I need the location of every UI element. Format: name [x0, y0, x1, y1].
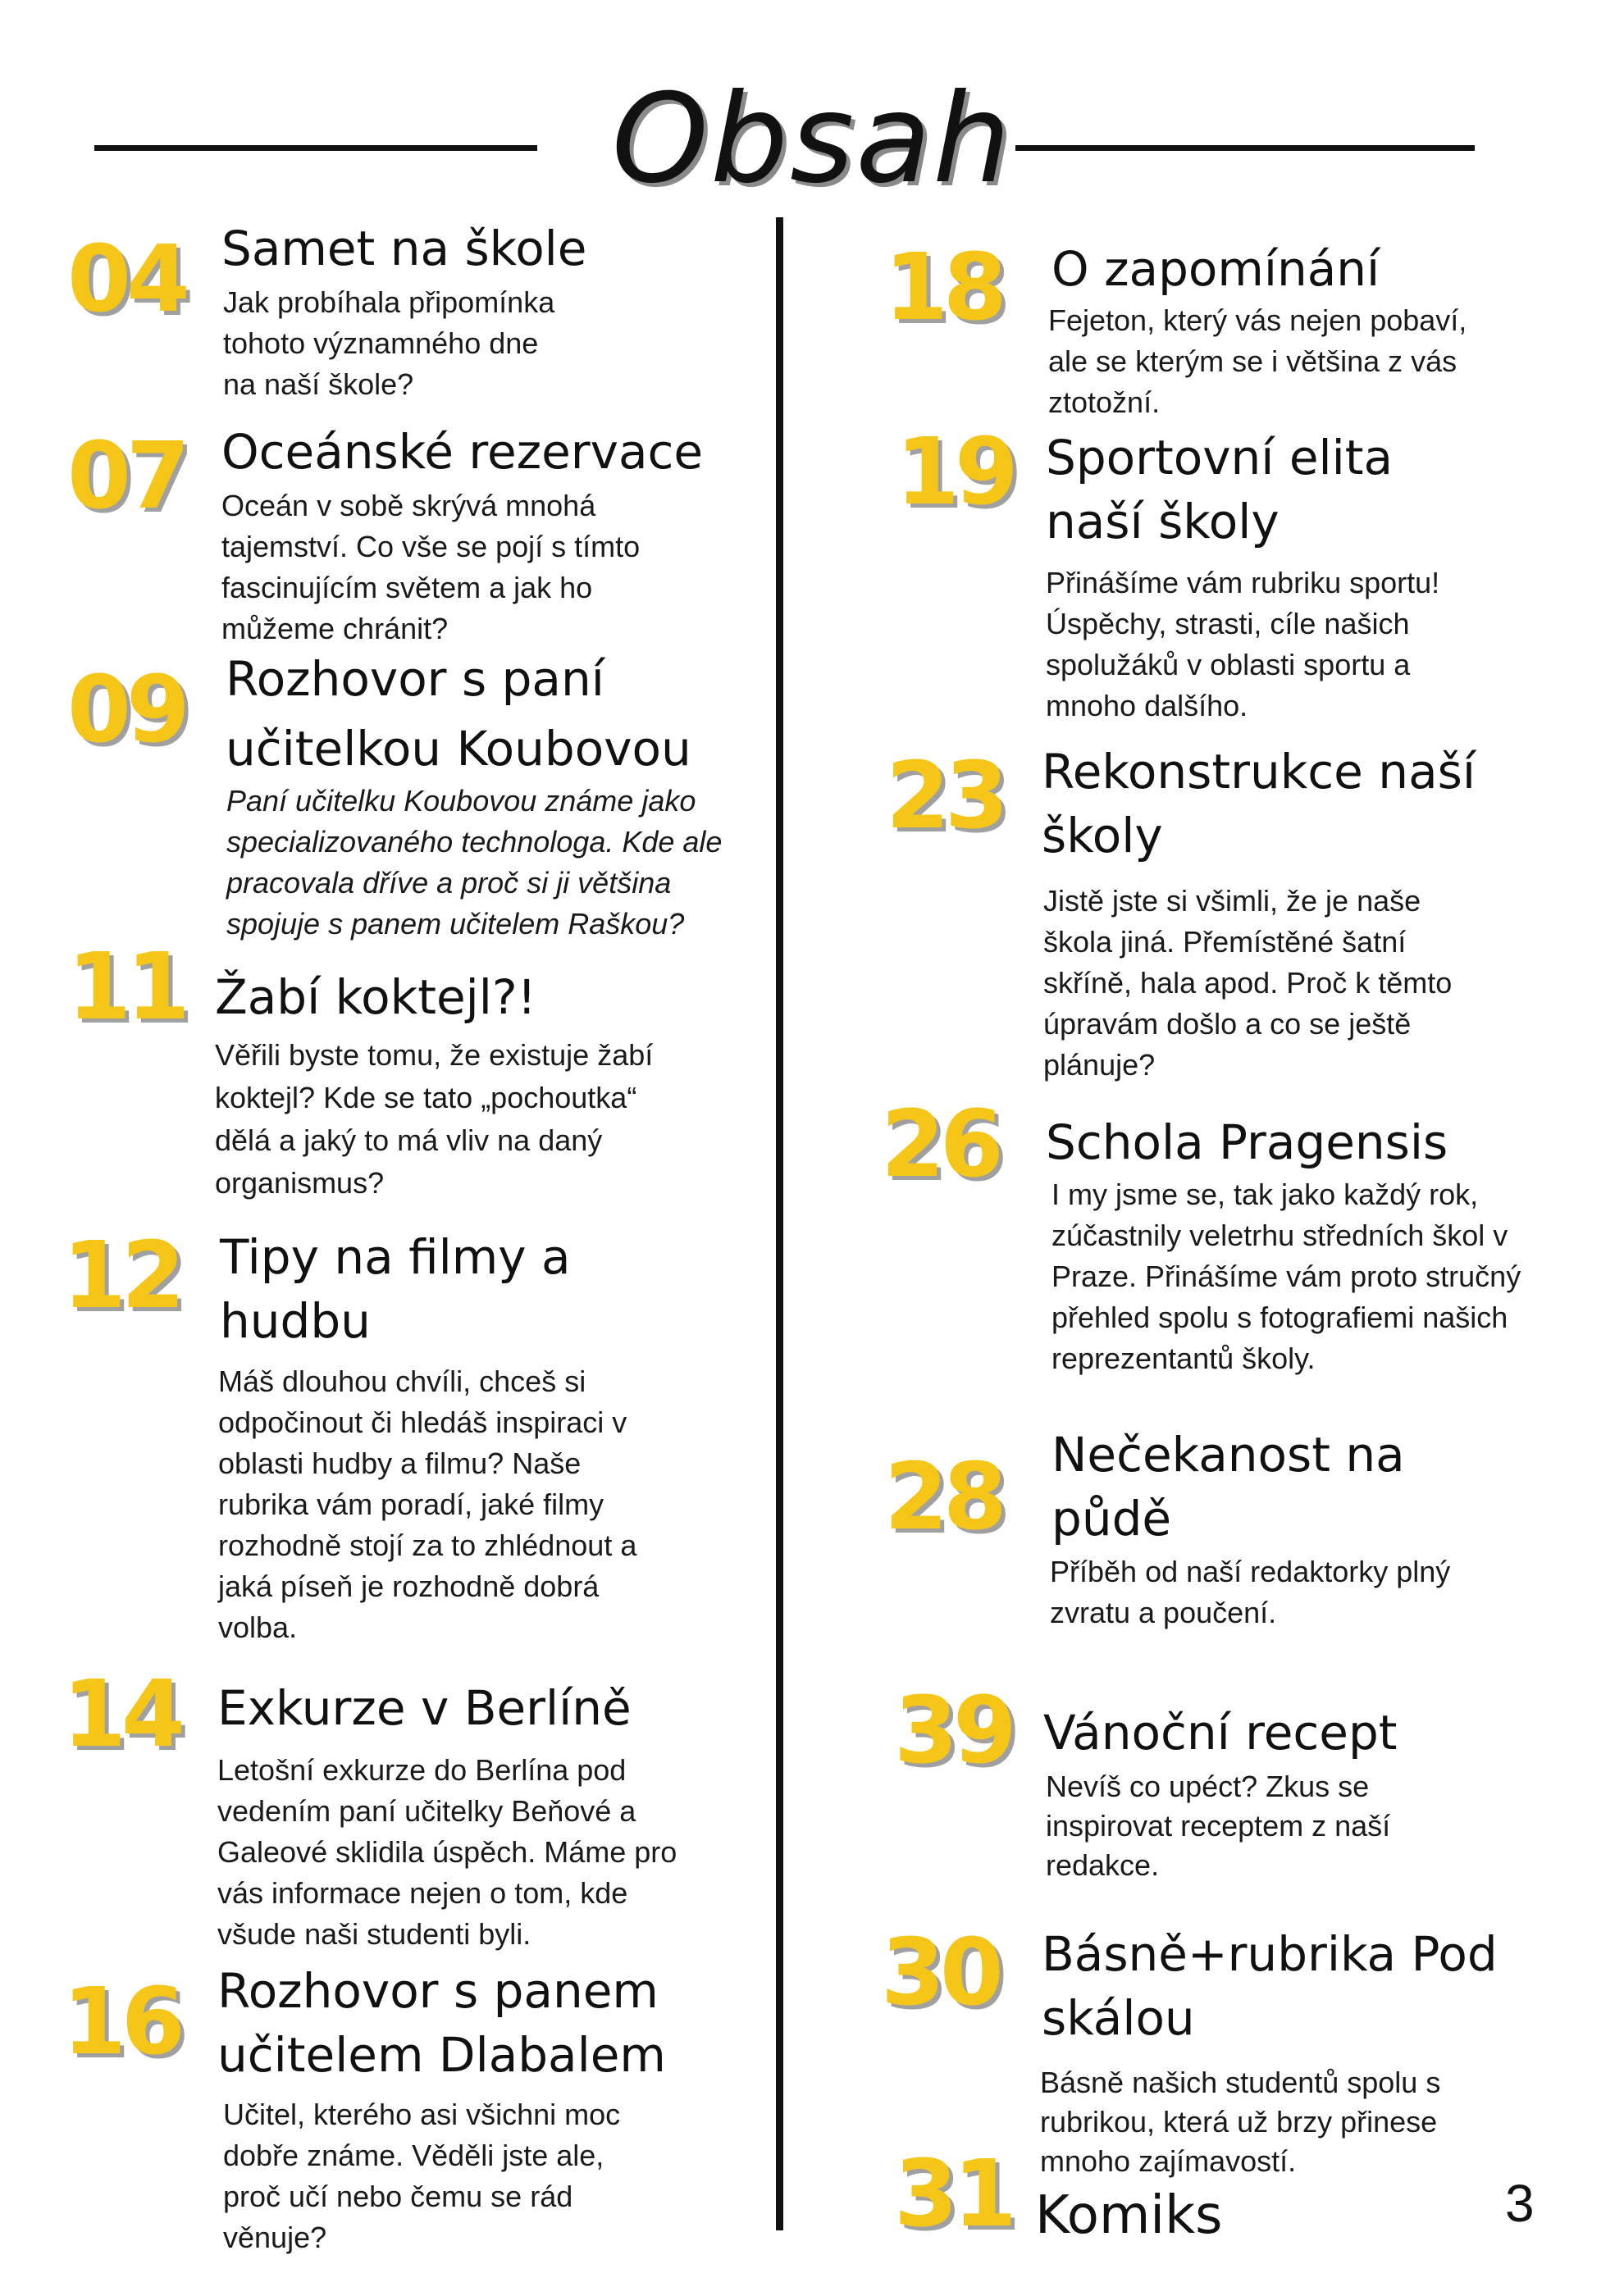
entry-desc-line: vás informace nejen o tom, kde	[217, 1876, 628, 1910]
entry-desc-line: Oceán v sobě skrývá mnohá	[221, 489, 596, 522]
entry-page-number: 18	[884, 235, 1002, 341]
entry-desc-line: Nevíš co upéct? Zkus se	[1046, 1770, 1370, 1803]
entry-desc-line: Paní učitelku Koubovou známe jako	[226, 784, 696, 818]
entry-desc-line: jaká píseň je rozhodně dobrá	[218, 1569, 600, 1603]
entry-desc-line: můžeme chránit?	[221, 612, 449, 645]
entry-title: Rozhovor s panem	[217, 1963, 659, 2019]
entry-title: Oceánské rezervace	[221, 424, 704, 480]
entry-title: školy	[1042, 808, 1163, 863]
entry-desc-line: zúčastnily veletrhu středních škol v	[1051, 1219, 1508, 1252]
entry-desc-line: Galeové sklidila úspěch. Máme pro	[217, 1835, 677, 1869]
entry-title: Vánoční recept	[1043, 1705, 1398, 1761]
entry-desc-line: spolužáků v oblasti sportu a	[1046, 648, 1411, 681]
entry-desc-line: Fejeton, který vás nejen pobaví,	[1048, 303, 1467, 337]
entry-page-number: 26	[881, 1091, 999, 1198]
entry-desc-line: ale se kterým se i většina z vás	[1048, 344, 1457, 378]
entry-desc-line: ztotožní.	[1048, 385, 1161, 419]
entry-desc-line: mnoho dalšího.	[1046, 689, 1248, 722]
entry-title: učitelem Dlabalem	[217, 2027, 666, 2083]
entry-desc-line: organismus?	[215, 1166, 385, 1200]
entry-desc-line: dělá a jaký to má vliv na daný	[215, 1123, 603, 1157]
entry-desc-line: plánuje?	[1043, 1048, 1156, 1082]
entry-desc-line: zvratu a poučení.	[1050, 1596, 1277, 1629]
page-number: 3	[1505, 2174, 1535, 2233]
entry-page-number: 12	[62, 1223, 180, 1329]
entry-desc-line: Letošní exkurze do Berlína pod	[217, 1753, 627, 1787]
entry-desc-line: fascinujícím světem a jak ho	[221, 571, 593, 604]
entry-desc-line: Přinášíme vám rubriku sportu!	[1046, 566, 1440, 599]
page-title: Obsah	[611, 68, 1013, 211]
entry-page-number: 07	[67, 423, 185, 530]
entry-title: Rozhovor s paní	[226, 651, 604, 707]
entry-desc-line: úpravám došlo a co se ještě	[1043, 1007, 1412, 1041]
entry-desc-line: vedením paní učitelky Beňové a	[217, 1794, 636, 1828]
entry-desc-line: odpočinout či hledáš inspiraci v	[218, 1405, 627, 1439]
title-rule-right	[1015, 145, 1475, 151]
entry-desc-line: dobře známe. Věděli jste ale,	[223, 2139, 604, 2172]
entry-title: Samet na škole	[221, 221, 587, 276]
entry-desc-line: Věřili byste tomu, že existuje žabí	[215, 1038, 654, 1072]
entry-desc-line: spojuje s panem učitelem Raškou?	[226, 907, 685, 941]
entry-desc-line: proč učí nebo čemu se rád	[223, 2180, 573, 2213]
entry-desc-line: Praze. Přinášíme vám proto stručný	[1051, 1260, 1521, 1293]
entry-desc-line: mnoho zajímavostí.	[1040, 2144, 1297, 2178]
entry-desc-line: Básně našich studentů spolu s	[1040, 2066, 1441, 2099]
entry-desc-line: Jak probíhala připomínka	[223, 285, 555, 319]
entry-desc-line: volba.	[218, 1610, 298, 1644]
entry-page-number: 30	[881, 1920, 999, 2026]
entry-page-number: 28	[884, 1444, 1002, 1551]
entry-desc-line: na naší škole?	[223, 367, 414, 401]
entry-desc-line: rozhodně stojí za to zhlédnout a	[218, 1528, 637, 1562]
entry-desc-line: Učitel, kterého asi všichni moc	[223, 2098, 621, 2131]
entry-desc-line: rubrikou, která už brzy přinese	[1040, 2105, 1438, 2139]
entry-title: naší školy	[1046, 494, 1280, 549]
entry-title: hudbu	[220, 1293, 371, 1349]
entry-desc-line: Příběh od naší redaktorky plný	[1050, 1555, 1451, 1588]
column-divider	[776, 217, 783, 2230]
entry-desc-line: věnuje?	[223, 2221, 327, 2254]
entry-desc-line: rubrika vám poradí, jaké filmy	[218, 1487, 604, 1521]
entry-title: Rekonstrukce naší	[1042, 744, 1476, 800]
entry-title: Komiks	[1035, 2185, 1223, 2246]
entry-desc-line: Jistě jste si všimli, že je naše	[1043, 884, 1421, 918]
entry-title: učitelkou Koubovou	[226, 721, 691, 777]
entry-title: Tipy na filmy a	[220, 1229, 571, 1285]
entry-title: půdě	[1051, 1491, 1172, 1547]
entry-desc-line: Úspěchy, strasti, cíle našich	[1046, 607, 1410, 640]
entry-page-number: 09	[67, 657, 185, 763]
entry-desc-line: tajemství. Co vše se pojí s tímto	[221, 530, 641, 563]
entry-desc-line: škola jiná. Přemístěné šatní	[1043, 925, 1407, 959]
entry-page-number: 19	[896, 419, 1014, 526]
entry-page-number: 11	[67, 934, 185, 1041]
entry-page-number: 14	[62, 1661, 180, 1768]
entry-desc-line: Máš dlouhou chvíli, chceš si	[218, 1364, 586, 1398]
entry-desc-line: I my jsme se, tak jako každý rok,	[1051, 1178, 1479, 1211]
entry-desc-line: skříně, hala apod. Proč k těmto	[1043, 966, 1453, 1000]
entry-title: Nečekanost na	[1051, 1427, 1405, 1483]
entry-desc-line: pracovala dříve a proč si ji většina	[226, 866, 672, 900]
entry-desc-line: všude naši studenti byli.	[217, 1917, 531, 1951]
entry-title: Žabí koktejl?!	[215, 969, 536, 1025]
entry-desc-line: inspirovat receptem z naší	[1046, 1809, 1391, 1843]
entry-desc-line: koktejl? Kde se tato „pochoutka“	[215, 1081, 637, 1114]
entry-title: Schola Pragensis	[1046, 1114, 1448, 1170]
entry-title: skálou	[1042, 1990, 1195, 2046]
entry-page-number: 39	[894, 1678, 1012, 1784]
entry-desc-line: oblasti hudby a filmu? Naše	[218, 1446, 582, 1480]
entry-title: Exkurze v Berlíně	[217, 1680, 632, 1736]
entry-desc-line: specializovaného technologa. Kde ale	[226, 825, 723, 859]
entry-desc-line: redakce.	[1046, 1848, 1160, 1882]
entry-page-number: 23	[886, 743, 1004, 850]
entry-title: Básně+rubrika Pod	[1042, 1926, 1498, 1982]
entry-page-number: 16	[62, 1969, 180, 2075]
entry-desc-line: přehled spolu s fotografiemi našich	[1051, 1301, 1508, 1334]
entry-page-number: 04	[67, 226, 185, 333]
entry-desc-line: tohoto významného dne	[223, 326, 539, 360]
entry-desc-line: reprezentantů školy.	[1051, 1342, 1316, 1375]
entry-page-number: 31	[894, 2141, 1012, 2248]
entry-title: O zapomínání	[1051, 241, 1380, 297]
entry-title: Sportovní elita	[1046, 430, 1394, 485]
